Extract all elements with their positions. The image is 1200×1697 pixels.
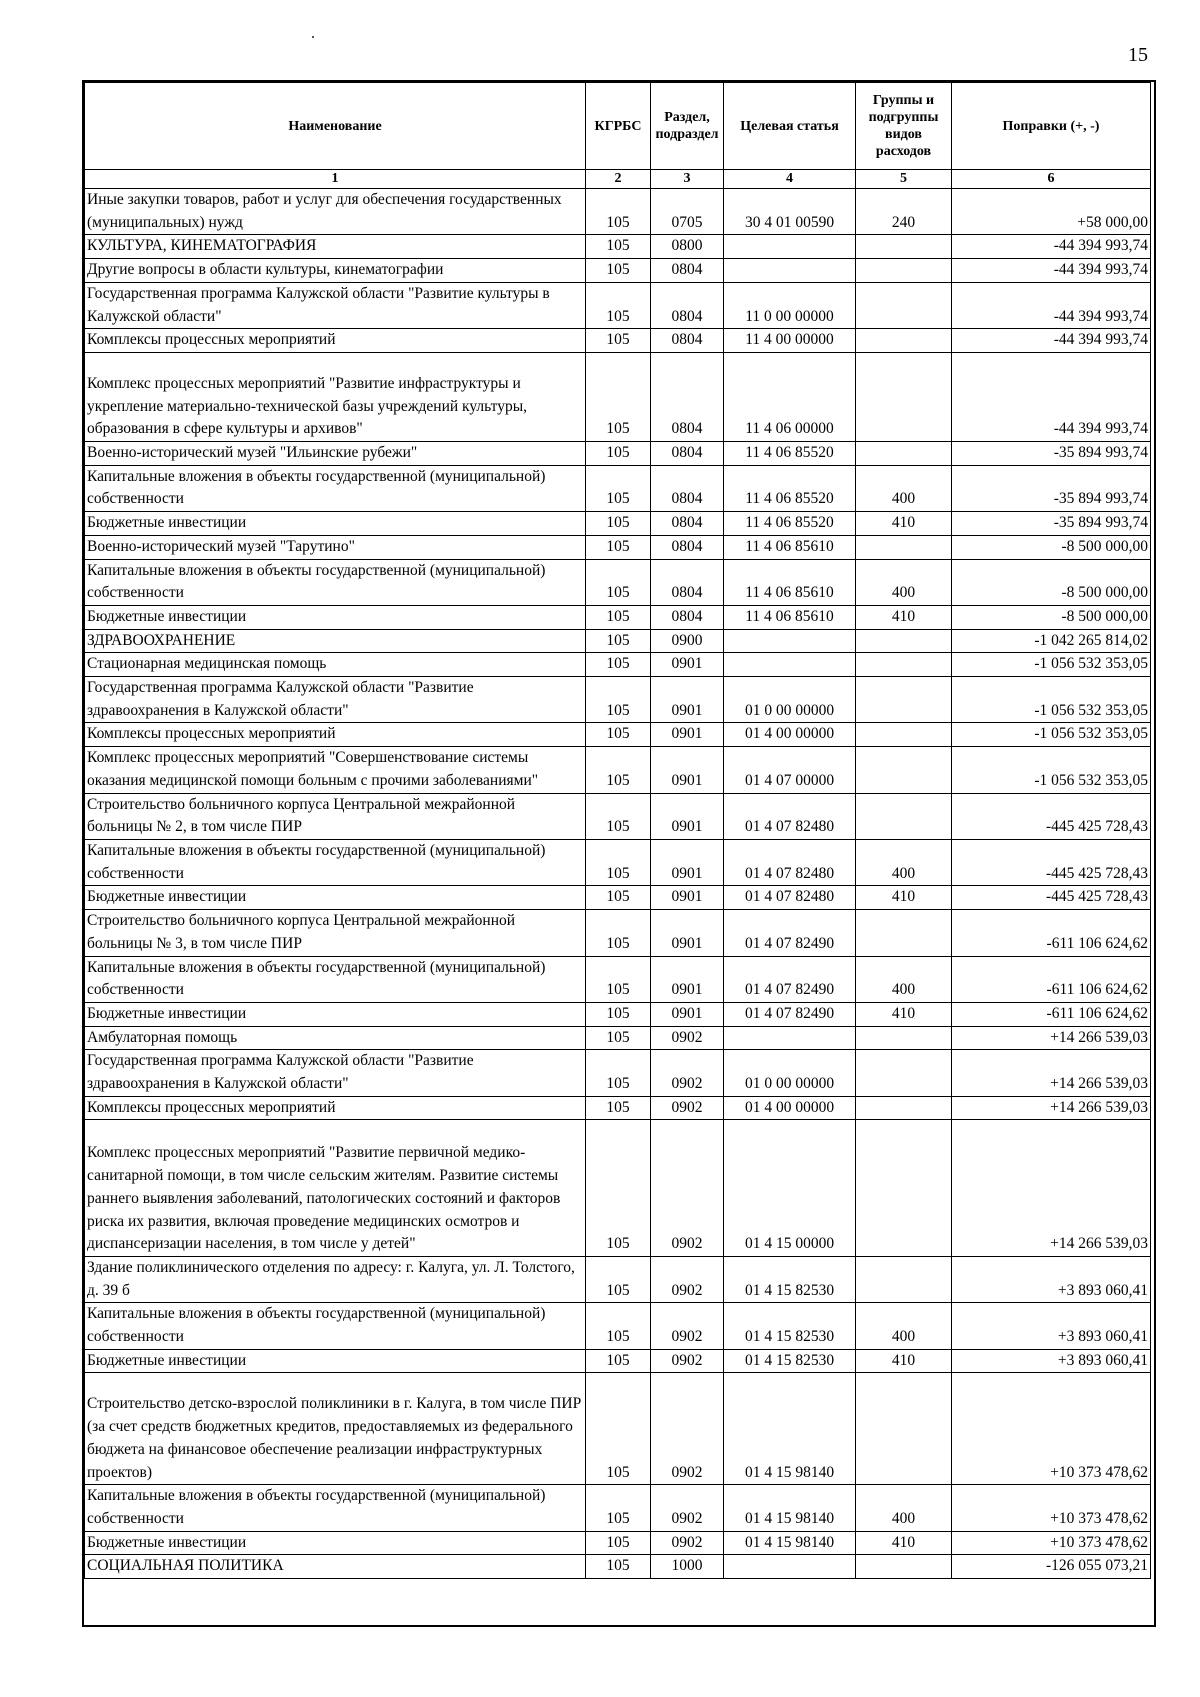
row-amount: -611 106 624,62 [952, 1002, 1151, 1026]
row-kgrbs: 105 [586, 1555, 651, 1579]
table-row [85, 956, 1151, 1002]
row-name: Государственная программа Калужской области "Развитие культуры в Калужской области" [85, 282, 586, 328]
row-name: Другие вопросы в области культуры, кинематографии [85, 259, 586, 283]
row-name: Бюджетные инвестиции [85, 1531, 586, 1555]
row-target-article: 11 4 06 85610 [724, 559, 856, 605]
col-number: 6 [952, 170, 1151, 189]
row-section: 0902 [651, 1050, 724, 1096]
row-amount: -44 394 993,74 [952, 282, 1151, 328]
row-target-article: 01 4 07 82490 [724, 956, 856, 1002]
table-row [85, 605, 1151, 629]
row-amount: -44 394 993,74 [952, 259, 1151, 283]
row-name: Бюджетные инвестиции [85, 1349, 586, 1373]
row-expense-group [856, 282, 952, 328]
header-row [85, 83, 1151, 170]
row-section: 0804 [651, 352, 724, 441]
row-kgrbs: 105 [586, 352, 651, 441]
table-row [85, 259, 1151, 283]
row-kgrbs: 105 [586, 282, 651, 328]
row-amount: +10 373 478,62 [952, 1485, 1151, 1531]
col-header-name: Наименование [85, 83, 586, 170]
row-name: Бюджетные инвестиции [85, 512, 586, 536]
row-section: 1000 [651, 1555, 724, 1579]
row-amount: -445 425 728,43 [952, 839, 1151, 885]
row-target-article: 11 4 06 85520 [724, 442, 856, 466]
row-name: Капитальные вложения в объекты государственной (муниципальной) собственности [85, 956, 586, 1002]
table-row [85, 535, 1151, 559]
row-kgrbs: 105 [586, 1256, 651, 1302]
row-name: СОЦИАЛЬНАЯ ПОЛИТИКА [85, 1555, 586, 1579]
row-section: 0901 [651, 747, 724, 793]
row-expense-group: 410 [856, 1531, 952, 1555]
row-kgrbs: 105 [586, 839, 651, 885]
row-expense-group [856, 1256, 952, 1302]
row-section: 0901 [651, 677, 724, 723]
row-kgrbs: 105 [586, 535, 651, 559]
row-target-article: 01 0 00 00000 [724, 1050, 856, 1096]
row-name: Комплексы процессных мероприятий [85, 329, 586, 353]
row-section: 0901 [651, 793, 724, 839]
table-row [85, 1256, 1151, 1302]
row-expense-group: 400 [856, 559, 952, 605]
row-amount: -1 056 532 353,05 [952, 723, 1151, 747]
row-target-article [724, 259, 856, 283]
row-expense-group [856, 653, 952, 677]
row-expense-group [856, 442, 952, 466]
row-name: Иные закупки товаров, работ и услуг для обеспечения государственных (муниципальных) нужд [85, 189, 586, 235]
row-name: Бюджетные инвестиции [85, 886, 586, 910]
row-target-article: 01 4 07 00000 [724, 747, 856, 793]
row-target-article: 11 4 00 00000 [724, 329, 856, 353]
row-amount: +58 000,00 [952, 189, 1151, 235]
row-expense-group [856, 1555, 952, 1579]
row-target-article: 01 4 15 82530 [724, 1303, 856, 1349]
row-name: Государственная программа Калужской области "Развитие здравоохранения в Калужской области" [85, 677, 586, 723]
row-target-article: 01 4 15 98140 [724, 1485, 856, 1531]
row-target-article: 01 4 07 82480 [724, 793, 856, 839]
row-expense-group: 410 [856, 1002, 952, 1026]
row-kgrbs: 105 [586, 1120, 651, 1257]
page-number: 15 [1128, 44, 1148, 66]
row-section: 0804 [651, 442, 724, 466]
table-row [85, 653, 1151, 677]
row-name: КУЛЬТУРА, КИНЕМАТОГРАФИЯ [85, 235, 586, 259]
row-kgrbs: 105 [586, 1373, 651, 1485]
row-amount: -8 500 000,00 [952, 605, 1151, 629]
row-target-article: 11 4 06 85520 [724, 465, 856, 511]
row-kgrbs: 105 [586, 1303, 651, 1349]
row-name: Бюджетные инвестиции [85, 605, 586, 629]
row-amount: -35 894 993,74 [952, 465, 1151, 511]
budget-amendments-table [84, 82, 1151, 1579]
table-row [85, 559, 1151, 605]
row-section: 0705 [651, 189, 724, 235]
scan-speck [312, 36, 314, 38]
row-target-article: 11 4 06 85520 [724, 512, 856, 536]
row-section: 0800 [651, 235, 724, 259]
row-target-article [724, 629, 856, 653]
table-row [85, 839, 1151, 885]
col-number: 5 [856, 170, 952, 189]
table-row [85, 1120, 1151, 1257]
row-amount: -611 106 624,62 [952, 910, 1151, 956]
row-section: 0901 [651, 653, 724, 677]
row-name: ЗДРАВООХРАНЕНИЕ [85, 629, 586, 653]
row-section: 0902 [651, 1026, 724, 1050]
row-name: Комплексы процессных мероприятий [85, 1096, 586, 1120]
row-expense-group [856, 723, 952, 747]
row-kgrbs: 105 [586, 910, 651, 956]
row-section: 0901 [651, 1002, 724, 1026]
row-amount: -8 500 000,00 [952, 535, 1151, 559]
row-expense-group: 400 [856, 465, 952, 511]
table-row [85, 793, 1151, 839]
row-name: Амбулаторная помощь [85, 1026, 586, 1050]
col-header-group: Группы и подгруппы видов расходов [856, 83, 952, 170]
row-expense-group: 400 [856, 839, 952, 885]
row-kgrbs: 105 [586, 512, 651, 536]
row-amount: -445 425 728,43 [952, 886, 1151, 910]
table-row [85, 465, 1151, 511]
row-amount: -35 894 993,74 [952, 512, 1151, 536]
row-expense-group [856, 910, 952, 956]
row-section: 0902 [651, 1485, 724, 1531]
row-expense-group [856, 1120, 952, 1257]
row-kgrbs: 105 [586, 605, 651, 629]
row-expense-group: 410 [856, 886, 952, 910]
table-row [85, 1026, 1151, 1050]
row-amount: +10 373 478,62 [952, 1373, 1151, 1485]
row-name: Строительство больничного корпуса Центральной межрайонной больницы № 3, в том числе ПИР [85, 910, 586, 956]
row-target-article: 01 4 00 00000 [724, 1096, 856, 1120]
row-expense-group [856, 747, 952, 793]
row-amount: -1 056 532 353,05 [952, 677, 1151, 723]
row-amount: +14 266 539,03 [952, 1120, 1151, 1257]
row-expense-group [856, 1373, 952, 1485]
row-expense-group [856, 1050, 952, 1096]
table-row [85, 747, 1151, 793]
row-kgrbs: 105 [586, 1002, 651, 1026]
row-section: 0901 [651, 723, 724, 747]
table-row [85, 282, 1151, 328]
table-row [85, 1050, 1151, 1096]
row-target-article [724, 1555, 856, 1579]
row-target-article: 11 4 06 85610 [724, 605, 856, 629]
row-section: 0901 [651, 910, 724, 956]
table-row [85, 1555, 1151, 1579]
row-kgrbs: 105 [586, 442, 651, 466]
row-expense-group [856, 1026, 952, 1050]
row-section: 0900 [651, 629, 724, 653]
row-expense-group [856, 629, 952, 653]
row-target-article: 01 4 00 00000 [724, 723, 856, 747]
row-amount: -35 894 993,74 [952, 442, 1151, 466]
row-amount: +14 266 539,03 [952, 1026, 1151, 1050]
row-expense-group [856, 1096, 952, 1120]
row-target-article [724, 1026, 856, 1050]
row-kgrbs: 105 [586, 465, 651, 511]
table-row [85, 1096, 1151, 1120]
row-amount: +10 373 478,62 [952, 1531, 1151, 1555]
row-target-article: 01 4 07 82480 [724, 886, 856, 910]
row-target-article: 11 4 06 85610 [724, 535, 856, 559]
row-expense-group [856, 352, 952, 441]
row-target-article: 01 4 15 82530 [724, 1256, 856, 1302]
row-name: Государственная программа Калужской области "Развитие здравоохранения в Калужской области" [85, 1050, 586, 1096]
row-name: Комплекс процессных мероприятий "Развитие инфраструктуры и укрепление материально-технической базы учреждений культуры, образования в сфере культуры и архивов" [85, 352, 586, 441]
row-target-article: 01 4 07 82480 [724, 839, 856, 885]
row-target-article [724, 235, 856, 259]
row-expense-group [856, 329, 952, 353]
row-section: 0902 [651, 1120, 724, 1257]
row-expense-group: 410 [856, 512, 952, 536]
table-row [85, 1349, 1151, 1373]
row-name: Стационарная медицинская помощь [85, 653, 586, 677]
row-target-article: 11 4 06 00000 [724, 352, 856, 441]
row-expense-group [856, 677, 952, 723]
row-name: Строительство детско-взрослой поликлиники в г. Калуга, в том числе ПИР (за счет средств бюджетных кредитов, предоставляемых из федерального бюджета на финансовое обеспечение реализации инфраструктурных проектов) [85, 1373, 586, 1485]
row-amount: -445 425 728,43 [952, 793, 1151, 839]
row-name: Комплекс процессных мероприятий "Совершенствование системы оказания медицинской помощи больным с прочими заболеваниями" [85, 747, 586, 793]
table-row [85, 512, 1151, 536]
col-header-amount: Поправки (+, -) [952, 83, 1151, 170]
col-header-target: Целевая статья [724, 83, 856, 170]
row-amount: +14 266 539,03 [952, 1096, 1151, 1120]
row-name: Комплекс процессных мероприятий "Развитие первичной медико-санитарной помощи, в том числе сельским жителям. Развитие системы раннего выявления заболеваний, патологических состояний и факторов риска их развития, включая проведение медицинских осмотров и диспансеризации населения, в том числе у детей" [85, 1120, 586, 1257]
col-header-section: Раздел, подраздел [651, 83, 724, 170]
table-row [85, 677, 1151, 723]
table-row [85, 1303, 1151, 1349]
row-amount: -44 394 993,74 [952, 235, 1151, 259]
row-name: Капитальные вложения в объекты государственной (муниципальной) собственности [85, 465, 586, 511]
table-row [85, 1002, 1151, 1026]
row-expense-group [856, 259, 952, 283]
row-section: 0901 [651, 886, 724, 910]
row-section: 0804 [651, 535, 724, 559]
row-amount: -44 394 993,74 [952, 329, 1151, 353]
table-row [85, 886, 1151, 910]
row-target-article: 01 4 07 82490 [724, 1002, 856, 1026]
row-target-article: 01 4 15 00000 [724, 1120, 856, 1257]
row-expense-group: 410 [856, 605, 952, 629]
row-section: 0902 [651, 1349, 724, 1373]
row-section: 0902 [651, 1303, 724, 1349]
row-amount: -1 056 532 353,05 [952, 653, 1151, 677]
row-amount: -1 056 532 353,05 [952, 747, 1151, 793]
row-name: Капитальные вложения в объекты государственной (муниципальной) собственности [85, 1303, 586, 1349]
row-kgrbs: 105 [586, 235, 651, 259]
row-target-article [724, 653, 856, 677]
row-amount: -611 106 624,62 [952, 956, 1151, 1002]
row-kgrbs: 105 [586, 793, 651, 839]
row-target-article: 01 4 07 82490 [724, 910, 856, 956]
row-section: 0804 [651, 465, 724, 511]
row-expense-group: 400 [856, 1485, 952, 1531]
row-expense-group [856, 793, 952, 839]
row-name: Военно-исторический музей "Тарутино" [85, 535, 586, 559]
table-row [85, 723, 1151, 747]
row-section: 0902 [651, 1373, 724, 1485]
row-section: 0804 [651, 259, 724, 283]
row-name: Бюджетные инвестиции [85, 1002, 586, 1026]
row-amount: +3 893 060,41 [952, 1303, 1151, 1349]
table-row [85, 189, 1151, 235]
row-section: 0804 [651, 605, 724, 629]
row-target-article: 30 4 01 00590 [724, 189, 856, 235]
row-section: 0804 [651, 329, 724, 353]
row-expense-group [856, 535, 952, 559]
row-name: Здание поликлинического отделения по адресу: г. Калуга, ул. Л. Толстого, д. 39 б [85, 1256, 586, 1302]
row-kgrbs: 105 [586, 1096, 651, 1120]
row-amount: +3 893 060,41 [952, 1256, 1151, 1302]
table-row [85, 352, 1151, 441]
row-kgrbs: 105 [586, 956, 651, 1002]
table-row [85, 910, 1151, 956]
row-amount: +3 893 060,41 [952, 1349, 1151, 1373]
row-kgrbs: 105 [586, 1050, 651, 1096]
row-section: 0901 [651, 839, 724, 885]
row-name: Военно-исторический музей "Ильинские рубежи" [85, 442, 586, 466]
table-row [85, 1531, 1151, 1555]
row-kgrbs: 105 [586, 886, 651, 910]
row-kgrbs: 105 [586, 1485, 651, 1531]
row-kgrbs: 105 [586, 723, 651, 747]
row-section: 0901 [651, 956, 724, 1002]
col-number: 3 [651, 170, 724, 189]
table-row [85, 1373, 1151, 1485]
row-target-article: 01 4 15 98140 [724, 1531, 856, 1555]
row-section: 0804 [651, 282, 724, 328]
row-section: 0804 [651, 559, 724, 605]
col-header-kgrbs: КГРБС [586, 83, 651, 170]
row-kgrbs: 105 [586, 1349, 651, 1373]
row-amount: -44 394 993,74 [952, 352, 1151, 441]
row-kgrbs: 105 [586, 677, 651, 723]
row-expense-group: 410 [856, 1349, 952, 1373]
row-section: 0902 [651, 1256, 724, 1302]
col-number: 2 [586, 170, 651, 189]
row-section: 0902 [651, 1531, 724, 1555]
table-row [85, 442, 1151, 466]
row-expense-group: 400 [856, 956, 952, 1002]
column-number-row [85, 170, 1151, 189]
table-row [85, 235, 1151, 259]
row-amount: +14 266 539,03 [952, 1050, 1151, 1096]
row-target-article: 11 0 00 00000 [724, 282, 856, 328]
row-section: 0902 [651, 1096, 724, 1120]
row-kgrbs: 105 [586, 559, 651, 605]
row-name: Строительство больничного корпуса Центральной межрайонной больницы № 2, в том числе ПИР [85, 793, 586, 839]
row-kgrbs: 105 [586, 629, 651, 653]
row-kgrbs: 105 [586, 1026, 651, 1050]
col-number: 1 [85, 170, 586, 189]
row-amount: -126 055 073,21 [952, 1555, 1151, 1579]
row-amount: -8 500 000,00 [952, 559, 1151, 605]
table-row [85, 629, 1151, 653]
row-kgrbs: 105 [586, 329, 651, 353]
row-kgrbs: 105 [586, 259, 651, 283]
row-target-article: 01 0 00 00000 [724, 677, 856, 723]
row-target-article: 01 4 15 82530 [724, 1349, 856, 1373]
row-kgrbs: 105 [586, 1531, 651, 1555]
col-number: 4 [724, 170, 856, 189]
row-expense-group: 400 [856, 1303, 952, 1349]
row-kgrbs: 105 [586, 747, 651, 793]
row-section: 0804 [651, 512, 724, 536]
row-kgrbs: 105 [586, 189, 651, 235]
row-name: Капитальные вложения в объекты государственной (муниципальной) собственности [85, 559, 586, 605]
row-name: Капитальные вложения в объекты государственной (муниципальной) собственности [85, 839, 586, 885]
row-kgrbs: 105 [586, 653, 651, 677]
row-amount: -1 042 265 814,02 [952, 629, 1151, 653]
row-name: Комплексы процессных мероприятий [85, 723, 586, 747]
row-name: Капитальные вложения в объекты государственной (муниципальной) собственности [85, 1485, 586, 1531]
row-expense-group: 240 [856, 189, 952, 235]
row-expense-group [856, 235, 952, 259]
table-row [85, 329, 1151, 353]
table-row [85, 1485, 1151, 1531]
row-target-article: 01 4 15 98140 [724, 1373, 856, 1485]
